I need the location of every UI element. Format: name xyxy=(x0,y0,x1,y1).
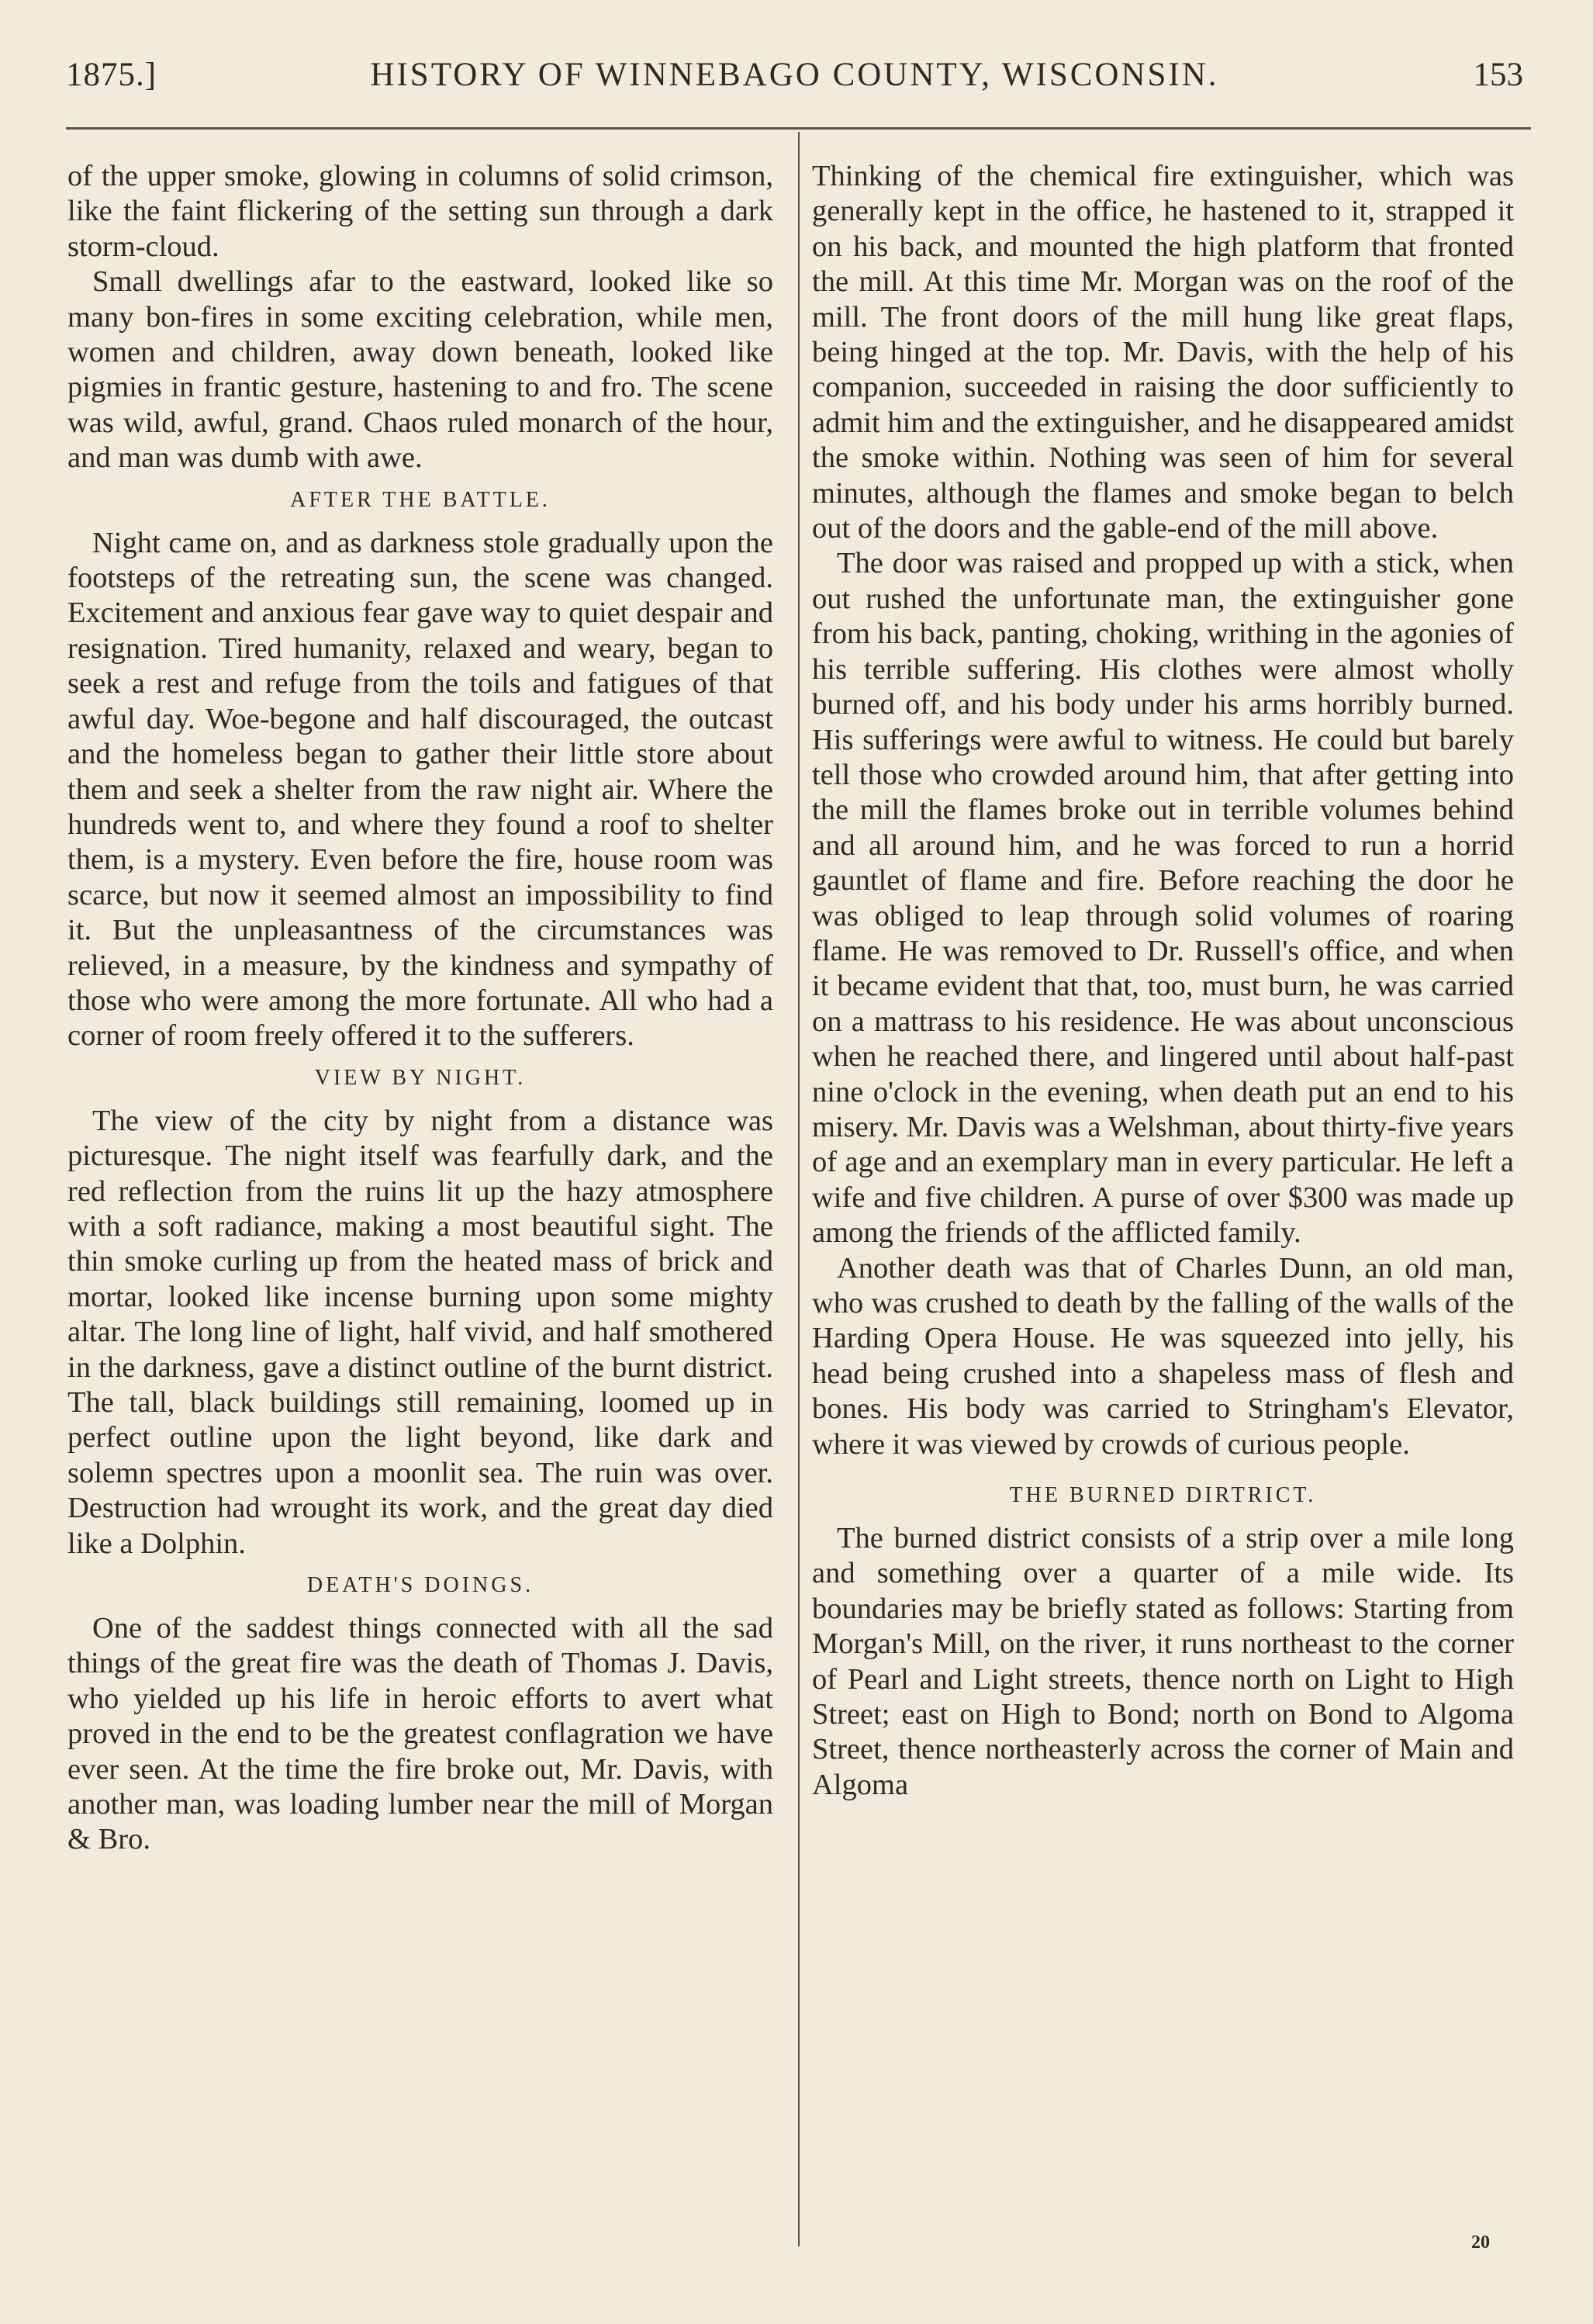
signature-mark: 20 xyxy=(1471,2232,1490,2253)
paragraph: The door was raised and propped up with a stick, when out rushed the unfortunate man, the extinguisher gone from his back, panting, choking, writhing in the agonies of his terrible suffering. His clothes were almost wholly burned off, and his body under his arms horribly burned. His sufferings were awful to witness. He could but barely tell those who crowded around him, that after getting into the mill the flames broke out in terrible volumes behind and all around him, and he was forced to run a horrid gauntlet of flame and fire. Before reaching the door he was obliged to leap through solid volumes of roaring flame. He was removed to Dr. Russell's office, and when it became evident that that, too, must burn, he was carried on a mattrass to his residence. He was about unconscious when he reached there, and lingered until about half-past nine o'clock in the evening, when death put an end to his misery. Mr. Davis was a Welshman, about thirty-five years of age and an exemplary man in every particular. He left a wife and five children. A purse of over $300 was made up among the friends of the afflicted family. xyxy=(812,547,1514,1250)
left-column xyxy=(67,159,773,1858)
page-number: 153 xyxy=(1473,57,1523,93)
header-year: 1875.] xyxy=(66,57,157,93)
paragraph: The burned district consists of a strip over a mile long and something over a quarter of a mile wide. Its boundaries may be briefly stated as follows: Starting from Morgan's Mill, on the river, it runs northeast to the corner of Pearl and Light streets, thence north on Light to High Street; east on High to Bond; north on Bond to Algoma Street, thence northeasterly across the corner of Main and Algoma xyxy=(812,1522,1514,1801)
header-rule xyxy=(66,127,1531,130)
paragraph: One of the saddest things connected with all the sad things of the great fire was the death of Thomas J. Davis, who yielded up his life in heroic efforts to avert what proved in the end to be the greatest conflagration we have ever seen. At the time the fire broke out, Mr. Davis, with another man, was loading lumber near the mill of Morgan & Bro. xyxy=(67,1612,773,1856)
section-heading: DEATH'S DOINGS. xyxy=(306,1573,534,1598)
paragraph: Thinking of the chemical fire extinguisher, which was generally kept in the office, he hastened to it, strapped it on his back, and mounted the high platform that fronted the mill. At this time Mr. Morgan was on the roof of the mill. The front doors of the mill hung like great flaps, being hinged at the top. Mr. Davis, with the help of his companion, succeeded in raising the door sufficiently to admit him and the extinguisher, and he disappeared amidst the smoke within. Nothing was seen of him for several minutes, although the flames and smoke began to belch out of the doors and the gable-end of the mill above. xyxy=(812,160,1514,545)
section-heading: THE BURNED DIRTRICT. xyxy=(1009,1483,1317,1508)
header-title: HISTORY OF WINNEBAGO COUNTY, WISCONSIN. xyxy=(370,57,1219,93)
paragraph: of the upper smoke, glowing in columns of solid crimson, like the faint flickering of the setting sun through a dark storm-cloud. xyxy=(67,160,773,263)
right-column xyxy=(812,159,1514,1803)
column-divider xyxy=(798,132,800,2246)
section-heading: VIEW BY NIGHT. xyxy=(314,1065,527,1090)
running-header xyxy=(66,47,1523,101)
section-heading: AFTER THE BATTLE. xyxy=(290,487,551,512)
paragraph: The view of the city by night from a distance was picturesque. The night itself was fearfully dark, and the red reflection from the ruins lit up the hazy atmosphere with a soft radiance, making a most beautiful sight. The thin smoke curling up from the heated mass of brick and mortar, looked like incense burning upon some mighty altar. The long line of light, half vivid, and half smothered in the darkness, gave a distinct outline of the burnt district. The tall, black buildings still remaining, loomed up in perfect outline upon the light beyond, like dark and solemn spectres upon a moonlit sea. The ruin was over. Destruction had wrought its work, and the great day died like a Dolphin. xyxy=(67,1104,773,1560)
paragraph: Night came on, and as darkness stole gradually upon the footsteps of the retreating sun, the scene was changed. Excitement and anxious fear gave way to quiet despair and resignation. Tired humanity, relaxed and weary, began to seek a rest and refuge from the toils and fatigues of that awful day. Woe-begone and half discouraged, the outcast and the homeless began to gather their little store about them and seek a shelter from the raw night air. Where the hundreds went to, and where they found a roof to shelter them, is a mystery. Even before the fire, house room was scarce, but now it seemed almost an impossibility to find it. But the unpleasantness of the circumstances was relieved, in a measure, by the kindness and sympathy of those who were among the more fortunate. All who had a corner of room freely offered it to the sufferers. xyxy=(67,526,773,1053)
paragraph: Another death was that of Charles Dunn, an old man, who was crushed to death by the falling of the walls of the Harding Opera House. He was squeezed into jelly, his head being crushed into a shapeless mass of flesh and bones. His body was carried to Stringham's Elevator, where it was viewed by crowds of curious people. xyxy=(812,1251,1514,1461)
paragraph: Small dwellings afar to the eastward, looked like so many bon-fires in some exciting celebration, while men, women and children, away down beneath, looked like pigmies in frantic gesture, hastening to and fro. The scene was wild, awful, grand. Chaos ruled monarch of the hour, and man was dumb with awe. xyxy=(67,265,773,475)
